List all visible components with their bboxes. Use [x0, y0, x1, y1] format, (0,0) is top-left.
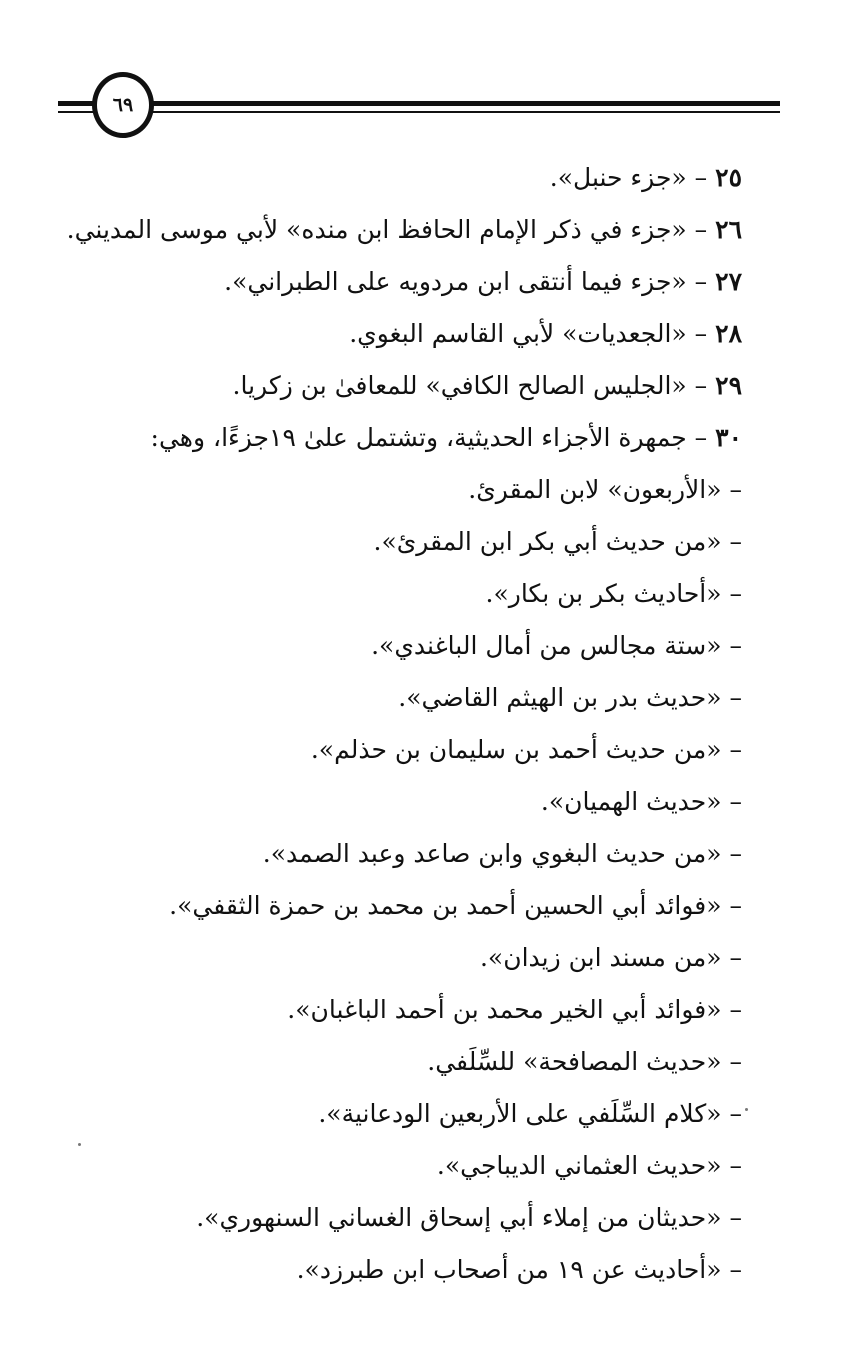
sub-list-item: – «فوائد أبي الخير محمد بن أحمد الباغبان». [287, 995, 742, 1024]
list-item: ٢٥ – «جزء حنبل». [549, 163, 742, 192]
item-text: «جزء في ذكر الإمام الحافظ ابن منده» لأبي موسى المديني. [66, 215, 687, 244]
item-text: جمهرة الأجزاء الحديثية، وتشتمل علىٰ ١٩جزءًا، وهي: [150, 423, 687, 452]
sub-list-item: – «من حديث أحمد بن سليمان بن حذلم». [310, 735, 742, 764]
item-text: «الجعديات» لأبي القاسم البغوي. [349, 319, 687, 348]
sub-item-text: «حديث بدر بن الهيثم القاضي». [398, 683, 722, 712]
sub-item-text: «كلام السِّلَفي على الأربعين الودعانية». [318, 1099, 722, 1128]
item-number: ٢٦ [715, 215, 742, 244]
sub-list-item: – «حديث الهميان». [540, 787, 742, 816]
sub-item-text: «حديث العثماني الديباجي». [436, 1151, 722, 1180]
sub-list-item: – «فوائد أبي الحسين أحمد بن محمد بن حمزة الثقفي». [169, 891, 742, 920]
sub-list-item: – «أحاديث بكر بن بكار». [485, 579, 742, 608]
sub-item-text: «الأربعون» لابن المقرئ. [468, 475, 722, 504]
sub-list-item: – «من مسند ابن زيدان». [479, 943, 742, 972]
item-number: ٣٠ [715, 423, 742, 452]
header-rule [150, 101, 780, 106]
sub-list-item: – «ستة مجالس من أمال الباغندي». [371, 631, 742, 660]
sub-list-item: – «من حديث أبي بكر ابن المقرئ». [373, 527, 742, 556]
sub-list-item: – «كلام السِّلَفي على الأربعين الودعانية». [318, 1099, 742, 1128]
item-number: ٢٥ [715, 163, 742, 192]
sub-list-item: – «من حديث البغوي وابن صاعد وعبد الصمد». [262, 839, 742, 868]
page-header [0, 0, 868, 160]
sub-item-text: «حديث الهميان». [540, 787, 722, 816]
speck-mark [745, 1108, 748, 1111]
speck-mark [78, 1143, 81, 1146]
item-text: «جزء حنبل». [549, 163, 687, 192]
sub-list-item: – «حديث العثماني الديباجي». [436, 1151, 742, 1180]
sub-list-item: – «الأربعون» لابن المقرئ. [468, 475, 742, 504]
sub-item-text: «حديثان من إملاء أبي إسحاق الغساني السنهوري». [196, 1203, 722, 1232]
sub-item-text: «فوائد أبي الحسين أحمد بن محمد بن حمزة الثقفي». [169, 891, 722, 920]
page-number: ٦٩ [92, 72, 154, 138]
sub-item-text: «أحاديث عن ١٩ من أصحاب ابن طبرزد». [296, 1255, 722, 1284]
sub-item-text: «فوائد أبي الخير محمد بن أحمد الباغبان». [287, 995, 722, 1024]
list-item: ٢٨ – «الجعديات» لأبي القاسم البغوي. [349, 319, 742, 348]
list-item: ٢٩ – «الجليس الصالح الكافي» للمعافىٰ بن زكريا. [232, 371, 742, 400]
list-item: ٣٠ – جمهرة الأجزاء الحديثية، وتشتمل علىٰ ١٩جزءًا، وهي: [150, 423, 742, 452]
sub-item-text: «ستة مجالس من أمال الباغندي». [371, 631, 722, 660]
item-text: «جزء فيما أنتقى ابن مردويه على الطبراني». [224, 267, 687, 296]
item-number: ٢٩ [715, 371, 742, 400]
sub-item-text: «من حديث أبي بكر ابن المقرئ». [373, 527, 722, 556]
sub-item-text: «أحاديث بكر بن بكار». [485, 579, 722, 608]
sub-item-text: «حديث المصافحة» للسِّلَفي. [427, 1047, 722, 1076]
item-text: «الجليس الصالح الكافي» للمعافىٰ بن زكريا. [232, 371, 687, 400]
item-number: ٢٧ [715, 267, 742, 296]
sub-item-text: «من حديث البغوي وابن صاعد وعبد الصمد». [262, 839, 722, 868]
sub-list-item: – «حديث المصافحة» للسِّلَفي. [427, 1047, 742, 1076]
list-item: ٢٦ – «جزء في ذكر الإمام الحافظ ابن منده» لأبي موسى المديني. [66, 215, 742, 244]
page-body [0, 152, 742, 1296]
item-number: ٢٨ [715, 319, 742, 348]
header-rule-thin [150, 111, 780, 113]
sub-item-text: «من مسند ابن زيدان». [479, 943, 722, 972]
sub-list-item: – «حديث بدر بن الهيثم القاضي». [398, 683, 742, 712]
sub-list-item: – «أحاديث عن ١٩ من أصحاب ابن طبرزد». [296, 1255, 742, 1284]
sub-item-text: «من حديث أحمد بن سليمان بن حذلم». [310, 735, 722, 764]
list-item: ٢٧ – «جزء فيما أنتقى ابن مردويه على الطبراني». [224, 267, 742, 296]
sub-list-item: – «حديثان من إملاء أبي إسحاق الغساني السنهوري». [196, 1203, 742, 1232]
